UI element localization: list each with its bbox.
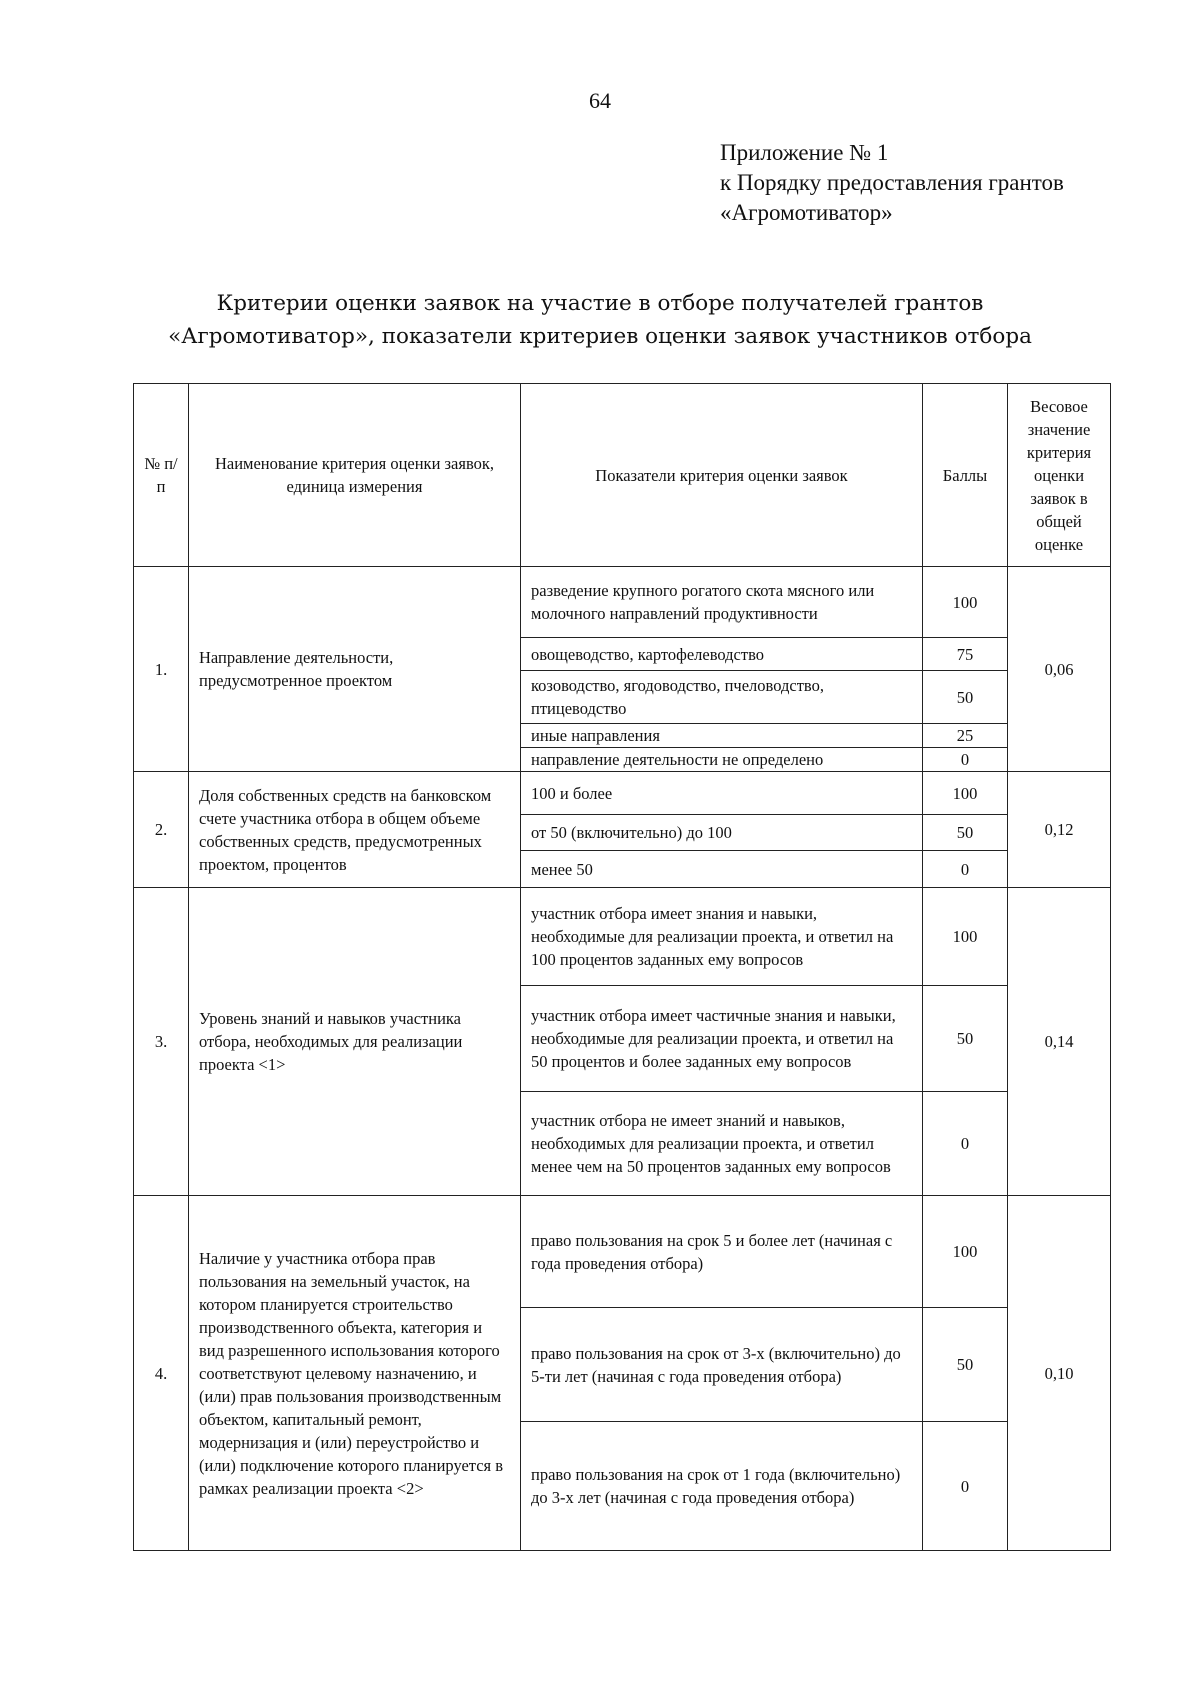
row-4-weight: 0,10 <box>1008 1196 1111 1551</box>
row-1-points-3: 50 <box>923 671 1008 724</box>
appendix-note <box>720 138 1064 228</box>
header-indicators: Показатели критерия оценки заявок <box>521 384 923 567</box>
row-4-num: 4. <box>134 1196 189 1551</box>
row-2-name: Доля собственных средств на банковском счете участника отбора в общем объеме собственных средств, предусмотренных проектом, процентов <box>189 772 521 888</box>
row-2-indicator-2: от 50 (включительно) до 100 <box>521 815 923 851</box>
row-3-num: 3. <box>134 888 189 1196</box>
row-3-name: Уровень знаний и навыков участника отбора, необходимых для реализации проекта <1> <box>189 888 521 1196</box>
row-2-num: 2. <box>134 772 189 888</box>
document-title <box>0 287 1200 353</box>
row-1-indicator-1: разведение крупного рогатого скота мясного или молочного направлений продуктивности <box>521 567 923 638</box>
row-4-indicator-2: право пользования на срок от 3-х (включительно) до 5-ти лет (начиная с года проведения отбора) <box>521 1308 923 1422</box>
page-number: 64 <box>589 88 611 113</box>
row-1-num: 1. <box>134 567 189 772</box>
row-1-name: Направление деятельности, предусмотренное проектом <box>189 567 521 772</box>
row-1-points-1: 100 <box>923 567 1008 638</box>
row-3-points-3: 0 <box>923 1092 1008 1196</box>
table-header-row <box>134 384 1111 567</box>
title-line-2: «Агромотиватор», показатели критериев оценки заявок участников отбора <box>168 324 1032 349</box>
row-1-indicator-2: овощеводство, картофелеводство <box>521 638 923 671</box>
header-weight: Весовое значение критерия оценки заявок в общей оценке <box>1008 384 1111 567</box>
row-3-points-2: 50 <box>923 986 1008 1092</box>
header-points: Баллы <box>923 384 1008 567</box>
row-3-weight: 0,14 <box>1008 888 1111 1196</box>
row-2-indicator-3: менее 50 <box>521 851 923 888</box>
title-line-1: Критерии оценки заявок на участие в отборе получателей грантов <box>216 291 984 316</box>
criteria-table <box>133 383 1111 1551</box>
row-4-points-3: 0 <box>923 1422 1008 1551</box>
row-1-indicator-3: козоводство, ягодоводство, пчеловодство, птицеводство <box>521 671 923 724</box>
header-name: Наименование критерия оценки заявок, единица измерения <box>189 384 521 567</box>
table-row <box>134 1196 1111 1308</box>
row-2-points-2: 50 <box>923 815 1008 851</box>
row-2-weight: 0,12 <box>1008 772 1111 888</box>
row-3-indicator-3: участник отбора не имеет знаний и навыков, необходимых для реализации проекта, и ответил менее чем на 50 процентов заданных ему вопросов <box>521 1092 923 1196</box>
row-3-points-1: 100 <box>923 888 1008 986</box>
row-2-points-3: 0 <box>923 851 1008 888</box>
table-row <box>134 567 1111 638</box>
row-4-points-1: 100 <box>923 1196 1008 1308</box>
appendix-line-1: Приложение № 1 <box>720 140 889 165</box>
row-2-indicator-1: 100 и более <box>521 772 923 815</box>
row-1-points-5: 0 <box>923 748 1008 772</box>
row-1-points-4: 25 <box>923 724 1008 748</box>
row-1-indicator-4: иные направления <box>521 724 923 748</box>
row-3-indicator-2: участник отбора имеет частичные знания и навыки, необходимые для реализации проекта, и ответил на 50 процентов и более заданных ему вопросов <box>521 986 923 1092</box>
row-3-indicator-1: участник отбора имеет знания и навыки, необходимые для реализации проекта, и ответил на 100 процентов заданных ему вопросов <box>521 888 923 986</box>
row-1-points-2: 75 <box>923 638 1008 671</box>
table-row <box>134 772 1111 815</box>
row-1-weight: 0,06 <box>1008 567 1111 772</box>
table-row <box>134 888 1111 986</box>
row-4-name: Наличие у участника отбора прав пользования на земельный участок, на котором планируется строительство производственного объекта, категория и вид разрешенного использования которого соответствуют целевому назначению, и (или) прав пользования производственным объектом, капитальный ремонт, модернизация и (или) переустройство и (или) подключение которого планируется в рамках реализации проекта <2> <box>189 1196 521 1551</box>
appendix-line-2: к Порядку предоставления грантов <box>720 170 1064 195</box>
header-num: № п/п <box>134 384 189 567</box>
row-2-points-1: 100 <box>923 772 1008 815</box>
row-4-indicator-1: право пользования на срок 5 и более лет (начиная с года проведения отбора) <box>521 1196 923 1308</box>
row-1-indicator-5: направление деятельности не определено <box>521 748 923 772</box>
row-4-indicator-3: право пользования на срок от 1 года (включительно) до 3-х лет (начиная с года проведения отбора) <box>521 1422 923 1551</box>
appendix-line-3: «Агромотиватор» <box>720 200 893 225</box>
row-4-points-2: 50 <box>923 1308 1008 1422</box>
